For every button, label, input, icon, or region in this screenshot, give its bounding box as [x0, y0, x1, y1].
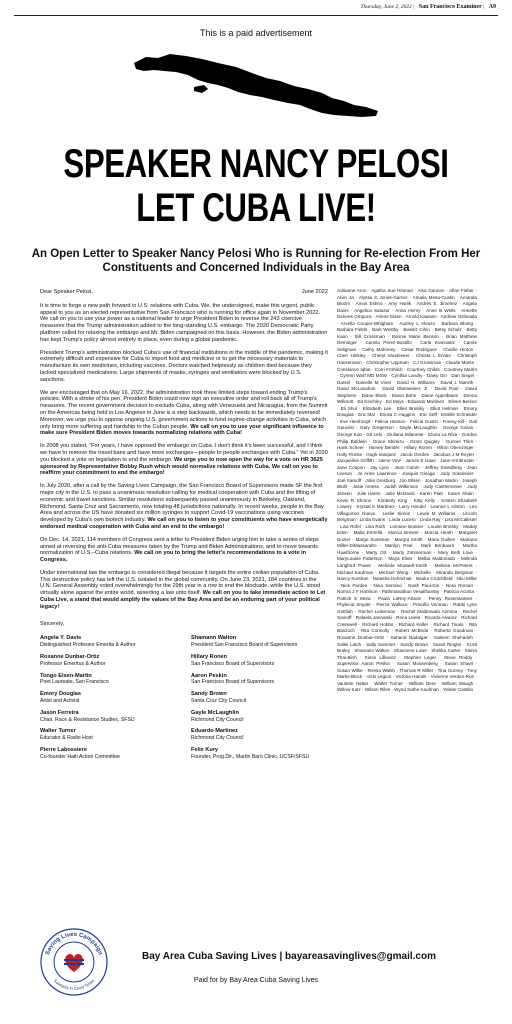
svg-text:Saving Lives Campaign: Saving Lives Campaign [45, 931, 103, 956]
paid-for-by: Paid for by Bay Area Cuba Saving Lives [193, 977, 319, 984]
signer: Tongo Eisen-Martin Poet Laureate, San Francisco [40, 672, 109, 686]
signer: Aaron Peskin San Francisco Board of Supervisors [191, 672, 275, 686]
headline-line-2: LET CUBA LIVE! [136, 186, 376, 230]
signer: Roxanne Dunbar-Ortiz Professor Emeritus & Author [40, 654, 106, 667]
signer: Felix Kury Founder, Prog.Dir., Martin Baró Clinic, UCSF/SFSU [191, 747, 310, 760]
svg-text:Solidarity in Covid Times: Solidarity in Covid Times [52, 978, 96, 992]
letter-closing: Sincerely, [40, 620, 65, 627]
additional-signers-column: Adrianne Aron · Agatha Sue Hinman · Aisa Gannon · Allan Fisher · Alvin Ja · Alyssa K Jones-Garner · Amalia Mesa-Gustin · Amanda Bloom · Amos Eshno · Amy Horlik · Andrés E. Jimenez · Angela Davis · Angelica Salazar · Anna Henry · Anne B Wells · Annette Delores Ompoza · Arlene Eisen · Arnold Kawano · Andrew Oshivada · Arvella Cooper-Whigham · Audrey L Alonzo · Barbara Bloing · Barbara Fields · Barit Westby · Beatriz Cihin · Betsy Schulz · Betty Kano · Bill Crossman · Bonnie Marie Benson · Brian Matthew Deminger · Camila Pérez-Bustillo · Carla Kranowitz · Carole Seligman · Cathy Mahoney · Cesar Rodriguez · Charlie Hinton · Chen Hinkley · Cheryl Vandeveer · Christa L Ervaie · Christoph Hansemann · Christopher Uppman · CJ Grossman · Claude Marks · Constance Iqbal · Corri Frohlich · Courtney Childs · Courtney Martin · Cyrenn Warf MD MSW · Cynthia Landry · Daisy Gin · Dan Siegel · Daniel · Danielle M Vinet · David H. Williams · David L Maroth · David McLanahan · David Oberweiser, Jr · David Paul · David Stephens · Diane Block · Diana Bohn · Diane Appelbaum · Donna Willmott · Ed Kinchley · Ed Mays · Eduardo Martinez · Eileen Berkun · Eli Shul · Elizabeth Lee · Ellen Brotsky · Elliot Helman · Emory Douglas · Eric Mar · Ericka C Huggins · Eric Seff · Estelle Schneider · Eve Hershcopf · Felicia Hanson · Felicia Gustin · Fransy Kill · Gail Gauvelo · Gary Gregerson · Gayle McLaughlin · George Golvio · George Koo · Gil Lelo · Giuliana Milanese · Gloria La Riva · Gordon Philip Baldwin · Grace Shimizu · Grant Quigley · Gunnel Thim · Hank Scheer · Harvey Bender · Hillary Ronen · Hilton Obenzinger · Holly Fincke · Hugh Vasquez · Jacob Gerden · Jacobus J M Royter · Jacqueline Griffith · Jaime Vine · James E Haas · Jane Armbruster · Jane Coupon · Jay Lyon · Jean Colam · Jeffrey Smedberg · Jean Leeson · Jo Anne Lawrence · Joaquin Ginaga · Jody Sokolower · Joel Samoff · Jolie Ginsburg · Jon Ellsen · Jonathan Martin · Joseph Bluhl · Josie Amess · Judith Wilkinson · Judy Castlemonse · Judy Jensen · Julie Harris · Julie McDavid · Karen Platt · Karen Shain · Kevin R Shomo · Kimberly King · Kitty Kelly · Kristen Elizabeth Lowery · Krystal K Martinez · Larry Hendel · Leanne L Hinton · Leo Villagomez Nuevo · Leslie Simon · Lewis M Williams · Lincoln Bergman · Linda Evans · Linda Lucero · Linda Ray · Lisa McCallister · Lisa Rofel · Lisa Roth · Lorraine Bowser · Louise Brotsky · Maddy Eden · Malia Entrella · Marcia Brewer · Marcia Heath · Margaret Dozier · Margo Sussman · Margot Smith · Maria Guillen · Mariana Miller-DiMassandro · Marilyn Peal · Mark Birnbaum · Martha Hawthorne · Marty Ott · Marty Zimmerman · Mary Beth Love · MaryLouise Patterson · Maya Eliott · Melba Maldonado · Melinda Langford Power · Melinda Maxwell-Smith · Melissa McPeters · Michael Kaufman · Michael Wong · Michelle · Miranda Bergman · Nancy Kurshan · Natasha Hohrichak · Naoko Crutchfield · Nku Miller · Nick Pardee · Nina Serrano · Noah Paul-Gin · Nora Roman · Norma J F Harrison · Pathmanathan Vesaithamby · Patricia Acosta · Patrick S Mora · Paula LaRoy-Arbutz · Penny Rosenwasser · Phylecia Snyder · Pierce Wallace · Priscilla Vonman · Rabbi Lynn Gottlieb · Rachel Lederman · Rachel Maldonado Azmina · Rachel Samoff · Rafaela Janowski · Rena Lewis · Ricardo Alvarez · Richard Cresswell · Richard Hobbs · Richard Keller · Richard Tinalo · Rita Banzuch · Rita Connolly · Robert McBride · Roberta Goodman · Roxanne Dunbar-Ortiz · Sahand Nadalgar · Saleem Shehadeh · Sallie Latch · Sally Sommer · Sandy Brown · Sarah Ringler · Scott Braley · Shamann Walton · Shavonne Lowe · Shelika Carter · Sierra Thai-Binh · Simin Lifkovitz · Stephen Leger · Steve Roddy · Supervisor Aaron Peskin · Susan Mossenberg · Susan Shawl · Susan Wilke · Teresa Walsh · Thomas R Miller · Tina Gurney · Tony Marks-Block · Vicki Legion · Victoria Hamlin · Vivienne Verdon-Roe · Vaulette Hattar · Walter Turner · William Dere · William Waugh · Willow Katz · Wilson Riles · Wynd Sathe Kaufman · Yeister Castillo [337, 288, 477, 693]
letter-paragraph-2: President Trump's administration blocked Cuba's use of financial institutions in the middle of the pandemic, making it extremely difficult and expensive for Cuba to import food and medicine or to get the necessary materials to manufacture its own medicines, including vaccines. Doctors watched helplessly as children died because they lacked specialized medications. Large shipments of masks, syringes and ventilators were blocked by U.S. sanctions. [40, 349, 328, 383]
organization-contact: Bay Area Cuba Saving Lives | bayareasavinglives@gmail.com [142, 951, 436, 962]
signer: Pierre Labossiere Co-founder Haiti Action Committee [40, 747, 120, 760]
letter-paragraph-3: We are encouraged that on May 16, 2022, the administration took three limited steps toward ending Trump's policies. With a stroke of his pen, President Biden could now sign an executive order and roll back all of Trump's measures. The recent government decision to exclude Cuba, along with Venezuela and Nicaragua, from the Summit on the Americas being held in Los Angeles in June is a step backwards, which needs to be immediately reversed! Moreover, we urge you to oppose ongoing U.S. government actions to fund regime-change activities in Cuba, which only bring more suffering and hardship to the Cuban people. We call on you to use your significant influence to make sure President Biden moves towards normalizing relations with Cuba! [40, 389, 328, 437]
letter-paragraph-7: Under international law the embargo is considered illegal because it targets the entire civilian population of Cuba. This destructive policy has left the U.S. isolated in the global community. On June 23, 2021, 184 countries in the U.N. General Assembly voted overwhelmingly for the 29th year in a row to end the blockade, while the U.S. stood virtually alone against the entire world, asserting a law unto itself. We call on you to take immediate action to Let Cuba Live, a stand that would amplify the values of the Bay Area and be an enduring part of your political legacy! [40, 569, 326, 610]
paid-ad-notice: This is a paid advertisement [199, 28, 313, 38]
signer: Hillary Ronen San Francisco Board of Supervisors [191, 654, 275, 667]
letter-paragraph-1: It is time to forge a new path forward in U.S. relations with Cuba. We, the undersigned, make this urgent, public appeal to you as an elected representative from San Francisco who is running for office again in November 2022. We call on you to use your power as a national leader to urge President Biden to reverse the 243 coercive measures that the Trump administration added to the long-standing U.S. embargo. The 2020 Democratic Party platform called for relaxing the embargo and Mr. Biden campaigned on this basis. However, the Biden administration has kept Trump's policy almost entirely in place, even during a global pandemic. [40, 302, 328, 343]
saving-lives-logo-icon [40, 928, 108, 996]
signer: Sandy Brown Santa Cruz City Council [191, 691, 247, 705]
cuba-map-icon [132, 45, 382, 123]
issue-date: Thursday, June 2, 2022 [360, 4, 412, 10]
letter-date: June 2022 [301, 289, 328, 295]
signer: Walter Turner Educator & Radio Host [40, 728, 93, 742]
subheadline: An Open Letter to Speaker Nancy Pelosi Who is Running for Re-election From Her Constituents and Concerned Individuals in the Bay Area [31, 248, 481, 274]
signer: Emory Douglas Artist and Activist [40, 691, 82, 705]
newspaper-header: Thursday, June 2, 2022 | San Francisco Examiner | A9 [14, 4, 498, 16]
signer: Shamann Walton President San Francisco Board of Supervisors [191, 635, 298, 649]
signer: Jason Ferreira Chair, Race & Resistance Studies, SFSU [40, 709, 135, 723]
letter-paragraph-6: On Dec. 14, 2021, 114 members of Congress sent a letter to President Biden urging him to take a series of steps aimed at reversing the anti-Cuba measures taken by the Trump and Biden Administrations, and to move towards normalization of U.S.–Cuba relations. We call on you to bring the letter's recommendations to a vote in Congress. [40, 536, 319, 564]
signer: Angela Y. Davis Distinguished Professor Emerita & Author [40, 635, 136, 649]
page-number: A9 [488, 4, 496, 10]
signers-list [40, 635, 328, 760]
letter-paragraph-4: In 2008 you stated, "For years, I have opposed the embargo on Cuba. I don't think it's been successful, and I think we have to remove the travel bans and have more exchanges—people to people exchanges with Cuba." Yet in 2020 you blocked a vote on legislation to end the embargo. We urge you to now open the way for a vote on HR 3625 sponsored by Representative Bobby Rush which would normalize relations with Cuba. We call on you to reaffirm your commitment to end the embargo! [40, 443, 328, 477]
letter-salutation: Dear Speaker Pelosi, [40, 289, 93, 295]
letter-paragraph-5: In July 2020, after a call by the Saving Lives Campaign, the San Francisco Board of Supervisors made SF the first major city in the U.S. to pass a unanimous resolution calling for medical cooperation with Cuba and the lifting of economic and travel sanctions. Similar resolutions subsequently passed unanimously in Berkeley, Oakland, Richmond, Santa Cruz and Sacramento, now totaling 48 jurisdictions nationally. In recent weeks, people in the Bay Area and across the US have donated six million syringes to support Covid-19 vaccinations using vaccines developed by Cuba's own biotech industry. We call on you to listen to your constituents who have energetically endorsed medical cooperation with Cuba and an end to the embargo! [40, 483, 328, 530]
headline-line-1: SPEAKER NANCY PELOSI [63, 142, 449, 186]
signer: Eduardo Martinez Richmond City Council [191, 728, 244, 742]
newspaper-name: San Francisco Examiner [418, 4, 482, 10]
open-letter [40, 289, 328, 761]
signer: Gayle McLaughlin Richmond City Council [191, 709, 244, 723]
